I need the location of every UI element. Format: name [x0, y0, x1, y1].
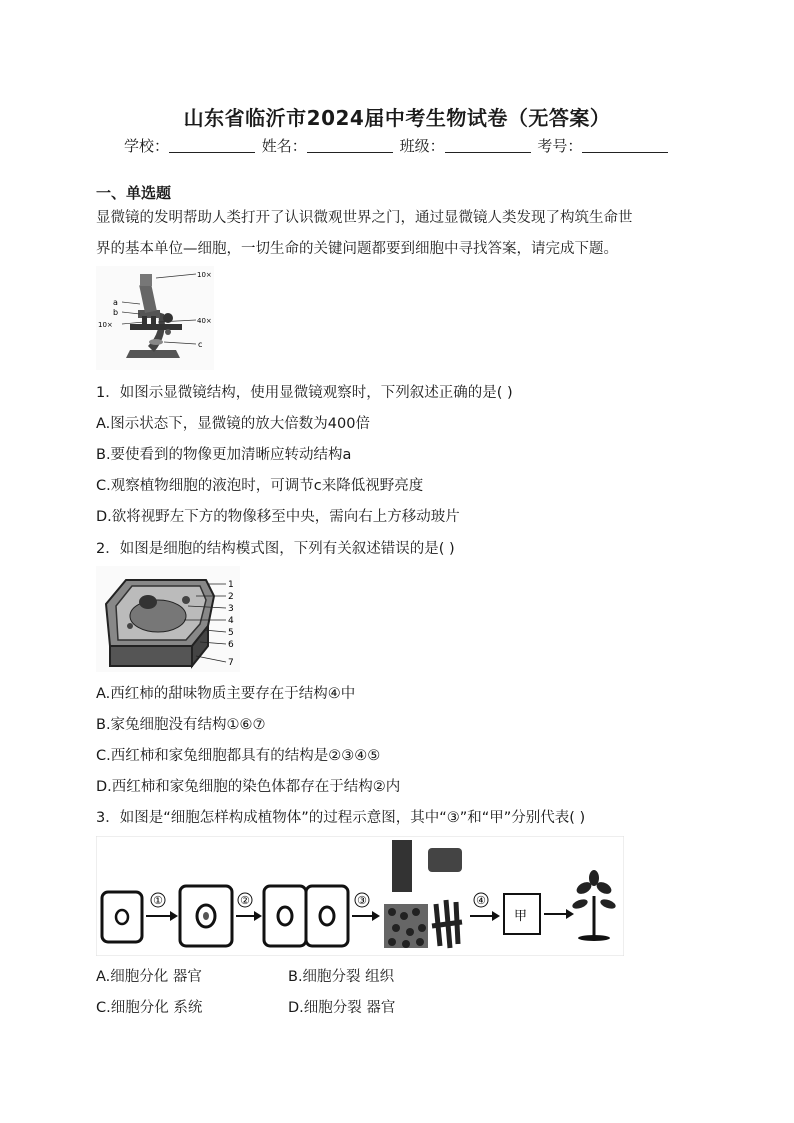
intro-line-2: 界的基本单位—细胞，一切生命的关键问题都要到细胞中寻找答案，请完成下题。: [96, 241, 618, 257]
class-blank[interactable]: [445, 138, 531, 153]
microscope-figure: [96, 266, 214, 370]
cell-label-3: 3: [228, 604, 234, 614]
q2-option-a[interactable]: A.西红柿的甜味物质主要存在于结构④中: [96, 686, 356, 702]
section-heading: 一、单选题: [96, 184, 172, 202]
step1-label: ①: [153, 894, 163, 907]
step4-label: ④: [476, 894, 486, 907]
student-info-line: [124, 135, 670, 156]
plant-cell-figure: [96, 566, 240, 672]
label-c: c: [198, 340, 203, 349]
intro-line-1: 显微镜的发明帮助人类打开了认识微观世界之门，通过显微镜人类发现了构筑生命世: [96, 210, 633, 226]
eyepiece-label: 10×: [197, 271, 212, 279]
step2-label: ②: [240, 894, 250, 907]
class-label: 班级：: [399, 137, 445, 155]
page-title: 山东省临沂市2024届中考生物试卷（无答案）: [183, 106, 611, 130]
label-a: a: [113, 298, 118, 307]
school-label: 学校：: [124, 137, 170, 155]
q2-option-d[interactable]: D.西红柿和家兔细胞的染色体都存在于结构②内: [96, 779, 401, 795]
q3-option-b[interactable]: B.细胞分裂 组织: [288, 969, 395, 985]
q3-option-d[interactable]: D.细胞分裂 器官: [288, 1000, 396, 1016]
box-label: 甲: [514, 909, 528, 924]
school-blank[interactable]: [169, 138, 255, 153]
q1-option-d[interactable]: D.欲将视野左下方的物像移至中央，需向右上方移动玻片: [96, 509, 460, 525]
q3-stem: 3．如图是“细胞怎样构成植物体”的过程示意图，其中“③”和“甲”分别代表( ): [96, 810, 586, 826]
q2-stem: 2．如图是细胞的结构模式图，下列有关叙述错误的是( ): [96, 541, 455, 557]
label-b: b: [113, 308, 119, 317]
q1-stem: 1．如图示显微镜结构，使用显微镜观察时，下列叙述正确的是( ): [96, 385, 513, 401]
objective-high-label: 40×: [197, 317, 212, 325]
q2-option-c[interactable]: C.西红柿和家兔细胞都具有的结构是②③④⑤: [96, 748, 381, 764]
objective-low-label: 10×: [98, 321, 113, 329]
q1-option-c[interactable]: C.观察植物细胞的液泡时，可调节c来降低视野亮度: [96, 478, 424, 494]
number-blank[interactable]: [582, 138, 668, 153]
q2-option-b[interactable]: B.家兔细胞没有结构①⑥⑦: [96, 717, 266, 733]
q1-option-a[interactable]: A.图示状态下，显微镜的放大倍数为400倍: [96, 416, 370, 432]
cell-label-7: 7: [228, 658, 234, 668]
cell-label-4: 4: [228, 616, 234, 626]
number-label: 考号：: [537, 137, 583, 155]
cell-label-6: 6: [228, 640, 234, 650]
q1-option-b[interactable]: B.要使看到的物像更加清晰应转动结构a: [96, 447, 352, 463]
plant-formation-figure: [96, 836, 624, 956]
name-blank[interactable]: [307, 138, 393, 153]
q3-option-c[interactable]: C.细胞分化 系统: [96, 1000, 203, 1016]
step3-label: ③: [357, 894, 367, 907]
name-label: 姓名：: [261, 137, 307, 155]
cell-label-1: 1: [228, 580, 234, 590]
cell-label-2: 2: [228, 592, 234, 602]
cell-label-5: 5: [228, 628, 234, 638]
q3-option-a[interactable]: A.细胞分化 器官: [96, 969, 202, 985]
